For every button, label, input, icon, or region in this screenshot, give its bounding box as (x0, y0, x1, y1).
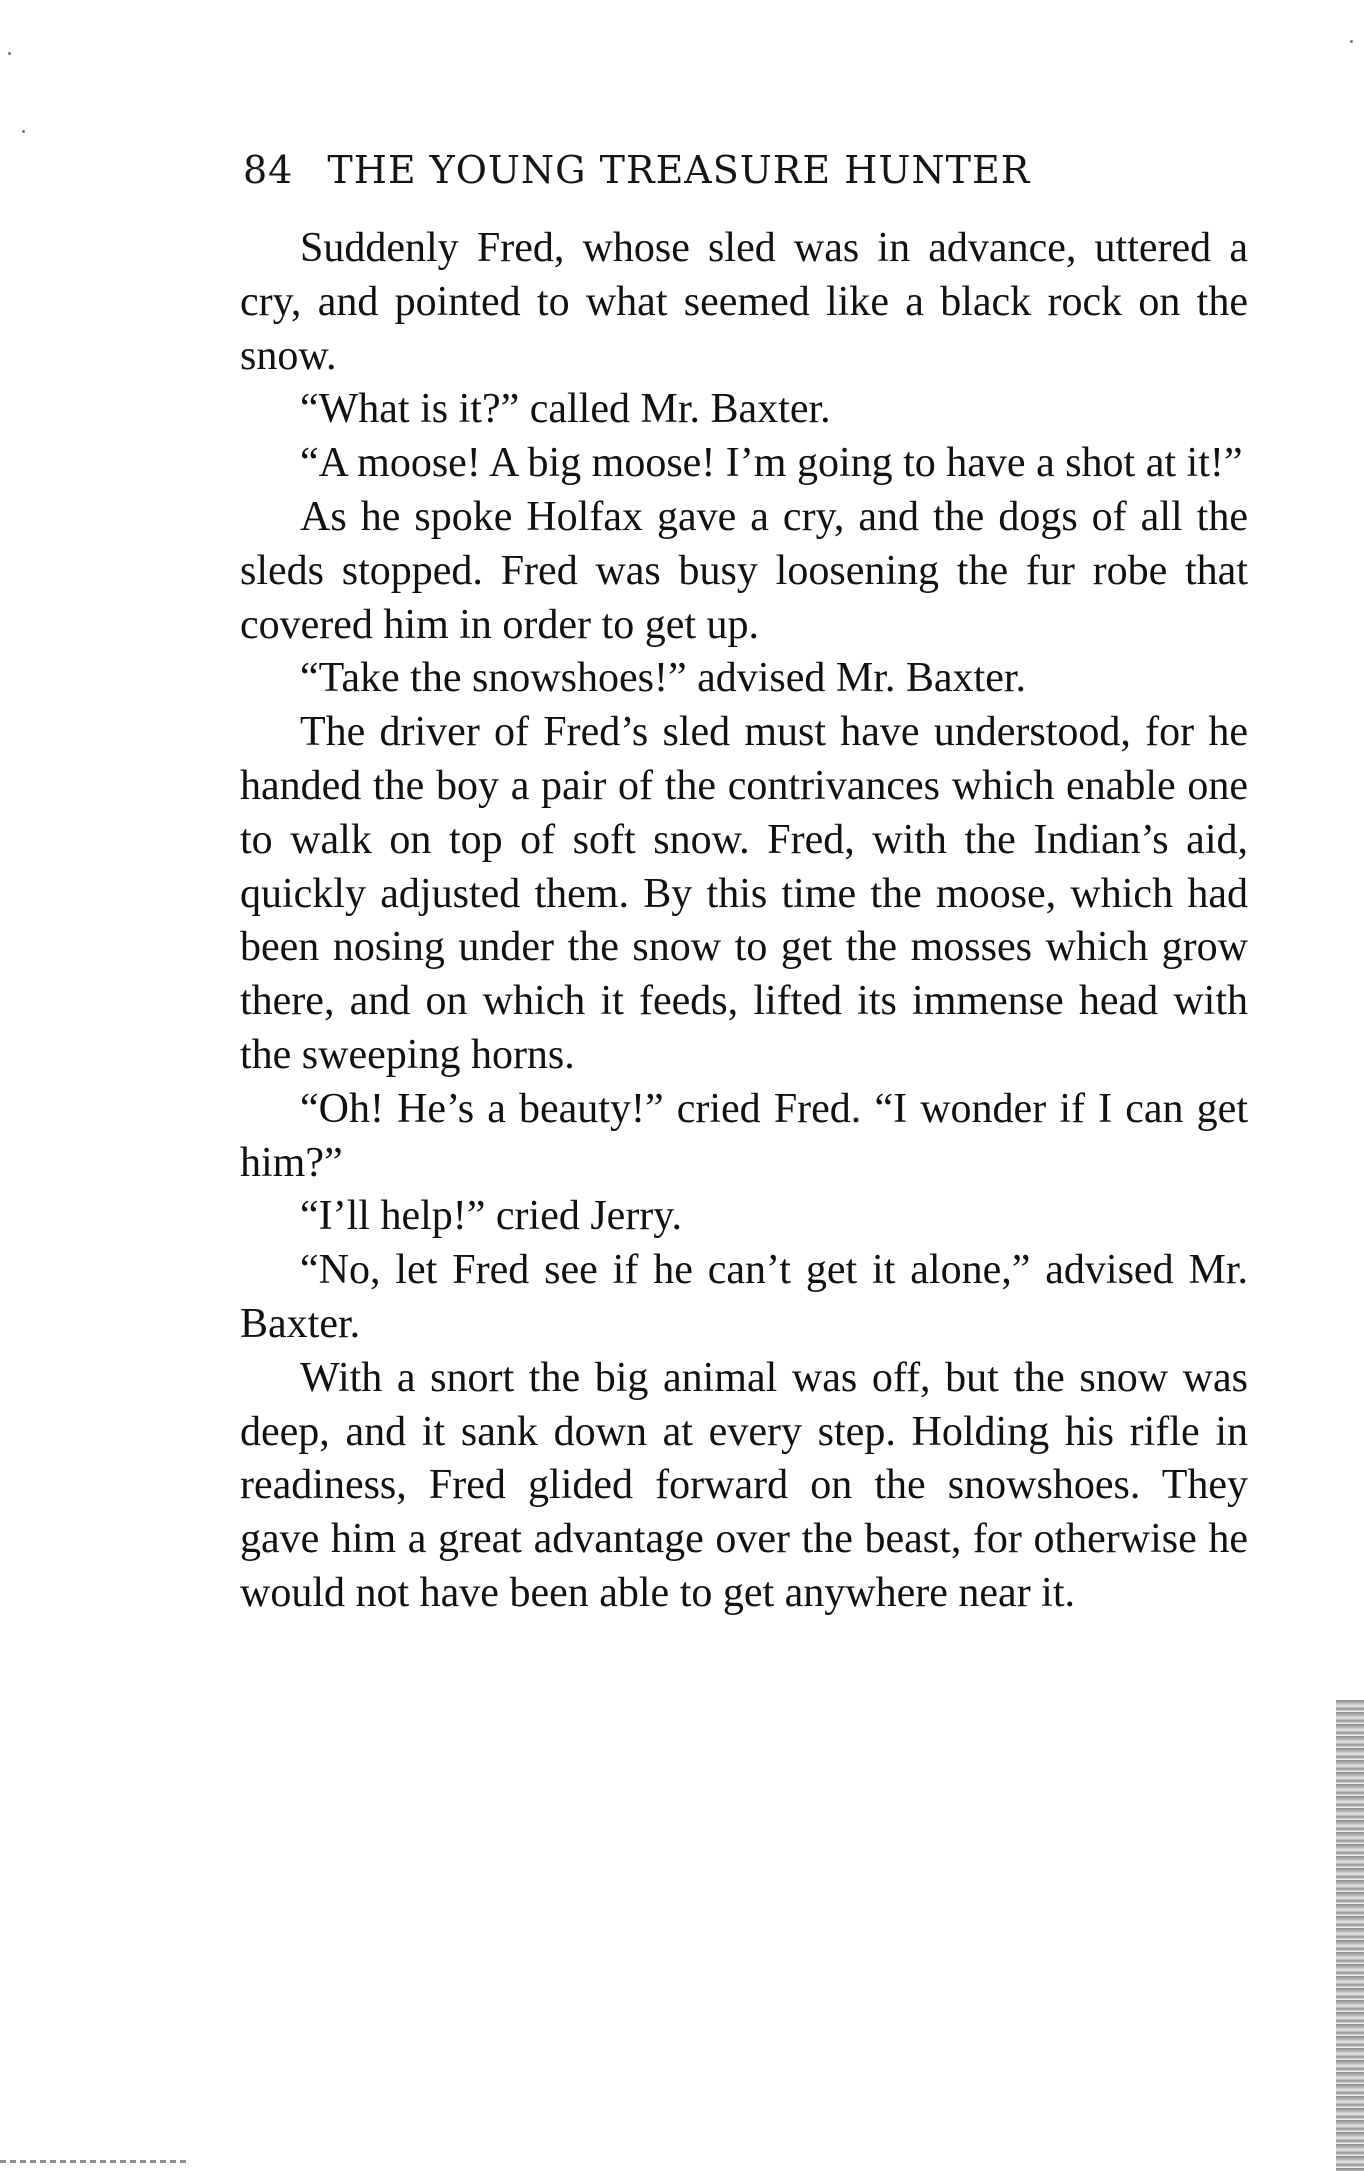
paragraph: As he spoke Holfax gave a cry, and the dogs of all the sleds stopped. Fred was busy loosening the fur robe that covered him in order to get up. (240, 493, 1248, 648)
scan-edge-artifact (0, 2160, 190, 2163)
paragraph: Suddenly Fred, whose sled was in advance, uttered a cry, and pointed to what seemed like a black rock on the snow. (240, 225, 1248, 379)
body-text (240, 222, 1248, 1621)
running-title: THE YOUNG TREASURE HUNTER (327, 148, 1031, 192)
running-header (243, 148, 1153, 192)
paragraph: “I’ll help!” cried Jerry. (300, 1193, 683, 1240)
page-number: 84 (243, 148, 294, 192)
paragraph: “A moose! A big moose! I’m going to have a shot at it!” (300, 440, 1243, 487)
paragraph: “What is it?” called Mr. Baxter. (300, 386, 831, 433)
scan-speck (22, 130, 25, 133)
scan-speck (8, 52, 11, 55)
paragraph: “No, let Fred see if he can’t get it alone,” advised Mr. Baxter. (240, 1247, 1248, 1347)
paragraph: “Take the snowshoes!” advised Mr. Baxter. (300, 655, 1027, 702)
scan-edge-artifact (1336, 1700, 1364, 2171)
scan-speck (1350, 40, 1353, 43)
paragraph: With a snort the big animal was off, but the snow was deep, and it sank down at every step. Holding his rifle in readiness, Fred glided forward on the snowshoes. They gave him a great advantage over the beast, for otherwise he would not have been able to get anywhere near it. (240, 1354, 1248, 1616)
paragraph: “Oh! He’s a beauty!” cried Fred. “I wonder if I can get him?” (240, 1085, 1248, 1186)
paragraph: The driver of Fred’s sled must have understood, for he handed the boy a pair of the contrivances which enable one to walk on top of soft snow. Fred, with the Indian’s aid, quickly adjusted them. By this time the moose, which had been nosing under the snow to get the mosses which grow there, and on which it feeds, lifted its immense head with the sweeping horns. (240, 709, 1248, 1078)
